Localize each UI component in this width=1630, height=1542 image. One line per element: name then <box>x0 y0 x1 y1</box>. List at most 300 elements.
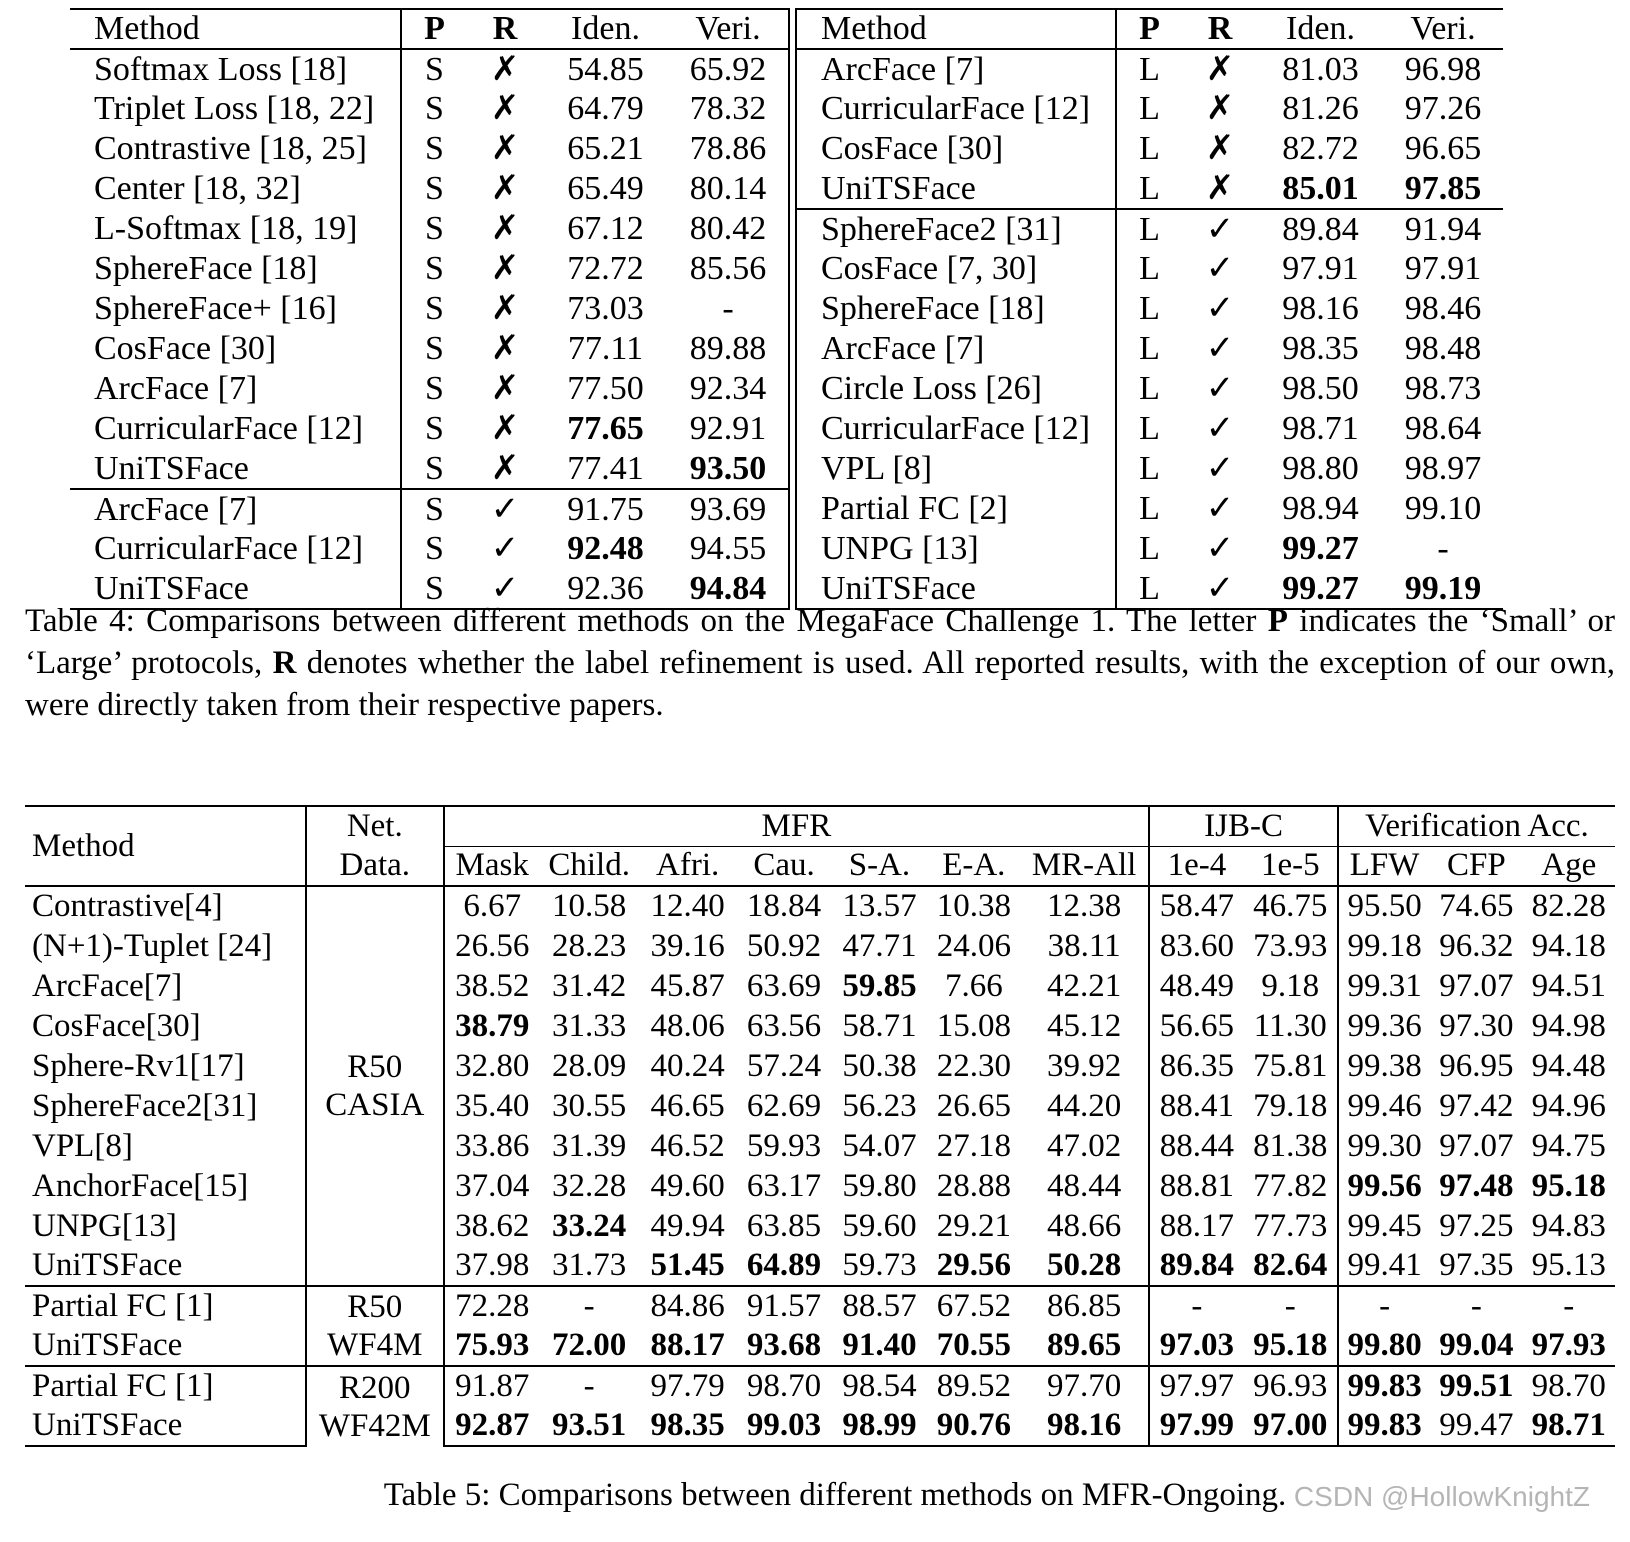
method-cell: UniTSFace <box>32 1247 183 1283</box>
lfw-value: 99.83 <box>1347 1368 1422 1404</box>
cau-cell: 62.69 <box>746 1087 822 1124</box>
identification-cell: 98.71 <box>1282 410 1359 447</box>
refinement-cell: ✓ <box>1205 250 1235 287</box>
mask-cell: 72.28 <box>444 1286 540 1326</box>
protocol-cell: L <box>1116 169 1182 209</box>
mask-cell: 91.87 <box>444 1366 540 1406</box>
cfp-cell: 96.95 <box>1439 1047 1514 1084</box>
method-cell: UniTSFace <box>94 449 249 487</box>
header-method: Method <box>32 827 135 864</box>
verification-cell: 98.48 <box>1404 330 1482 367</box>
identification-cell <box>1258 529 1383 569</box>
afri-cell <box>638 1326 736 1366</box>
cau-cell: 63.85 <box>746 1207 822 1244</box>
table-row <box>25 1286 1615 1326</box>
ea-cell: 89.52 <box>928 1366 1020 1406</box>
identification-cell: 54.85 <box>567 50 644 88</box>
method-cell: CosFace [7, 30] <box>821 250 1038 287</box>
age-cell: 94.83 <box>1531 1207 1606 1244</box>
protocol-cell: L <box>1116 209 1182 249</box>
protocol-cell: S <box>401 369 467 409</box>
refinement-cell: ✗ <box>490 170 520 207</box>
sa-cell: 88.57 <box>831 1286 927 1326</box>
table-row <box>797 369 1503 409</box>
sa-cell: 50.38 <box>842 1047 917 1084</box>
verification-cell-value: 99.19 <box>1404 569 1482 607</box>
child-cell <box>540 1326 638 1366</box>
header-child: Child. <box>548 847 630 884</box>
mask-value: 75.93 <box>455 1327 530 1363</box>
identification-cell: 72.72 <box>567 250 644 287</box>
1e-4-cell: 97.97 <box>1149 1366 1243 1406</box>
sa-cell: 56.23 <box>842 1087 917 1124</box>
protocol-cell: L <box>1116 529 1182 569</box>
sa-cell: 13.57 <box>842 888 917 924</box>
refinement-cell: ✗ <box>490 130 520 167</box>
refinement-cell: ✓ <box>1205 569 1235 607</box>
caption-text: indicates the ‘Small’ or ‘Large’ protocols, <box>25 603 1615 681</box>
1e-5-cell: 46.75 <box>1253 888 1328 924</box>
1e-4-cell: 83.60 <box>1149 926 1243 966</box>
table-row <box>25 1006 1615 1046</box>
table-row <box>25 1166 1615 1206</box>
cau-cell <box>737 1326 831 1366</box>
age-cell <box>1523 1326 1615 1366</box>
age-cell: 95.13 <box>1531 1247 1606 1283</box>
1e-5-value: 97.00 <box>1253 1407 1328 1443</box>
identification-cell: 67.12 <box>567 210 644 247</box>
cfp-value: 97.48 <box>1439 1167 1514 1204</box>
sa-cell: 59.60 <box>842 1207 917 1244</box>
ea-cell: 7.66 <box>944 967 1003 1004</box>
header-sa: S-A. <box>848 847 911 884</box>
table-4-caption <box>25 600 1615 726</box>
header-1e-4: 1e-4 <box>1149 846 1243 886</box>
child-cell: 31.33 <box>552 1007 627 1044</box>
method-cell: UniTSFace <box>94 569 249 607</box>
afri-cell: 45.87 <box>650 967 725 1004</box>
verification-cell: - <box>1437 530 1449 567</box>
protocol-cell: S <box>401 569 467 609</box>
sa-cell <box>831 1406 927 1446</box>
header-ea: E-A. <box>942 847 1006 884</box>
table-row <box>70 129 788 169</box>
child-cell: 30.55 <box>552 1087 627 1124</box>
caption-text: Table 4: Comparisons between different methods on the MegaFace Challenge 1. The letter <box>25 603 1268 639</box>
refinement-cell: ✗ <box>490 290 520 327</box>
cfp-cell: 97.42 <box>1439 1087 1514 1124</box>
afri-cell <box>638 1406 736 1446</box>
identification-cell: 64.79 <box>567 90 644 127</box>
table-body <box>797 49 1503 609</box>
protocol-cell: S <box>401 129 467 169</box>
age-cell: - <box>1523 1286 1615 1326</box>
method-cell: ArcFace [7] <box>821 50 985 88</box>
child-cell: 28.09 <box>552 1047 627 1084</box>
1e-4-cell: 88.44 <box>1149 1126 1243 1166</box>
mask-cell: 38.52 <box>444 966 540 1006</box>
protocol-cell: L <box>1116 489 1182 529</box>
refinement-cell: ✓ <box>1205 450 1235 487</box>
mr-all-cell: 38.11 <box>1047 927 1121 964</box>
mask-value: 92.87 <box>455 1407 530 1443</box>
method-cell: ArcFace [7] <box>70 489 401 529</box>
method-cell: UniTSFace <box>821 569 976 607</box>
sa-value: 98.99 <box>842 1407 917 1443</box>
afri-cell: 84.86 <box>638 1286 736 1326</box>
verification-cell: 78.32 <box>689 90 767 127</box>
table-row <box>25 926 1615 966</box>
mr-all-cell: 47.02 <box>1046 1127 1122 1164</box>
table-row <box>797 289 1503 329</box>
method-cell: VPL[8] <box>32 1127 133 1164</box>
header-mr-all: MR-All <box>1031 847 1137 884</box>
cau-cell: 91.57 <box>737 1286 831 1326</box>
age-cell: 94.51 <box>1531 967 1606 1004</box>
sa-cell: 58.71 <box>842 1007 917 1044</box>
identification-cell: 91.75 <box>543 489 668 529</box>
protocol-cell: L <box>1116 49 1182 89</box>
method-cell: Contrastive[4] <box>32 888 223 924</box>
verification-cell: 98.97 <box>1404 450 1482 487</box>
age-cell <box>1523 1166 1615 1206</box>
method-cell: Contrastive [18, 25] <box>94 130 367 167</box>
protocol-cell: S <box>401 169 467 209</box>
verification-cell <box>1383 169 1503 209</box>
method-cell: UniTSFace <box>25 1406 306 1446</box>
refinement-cell: ✗ <box>1205 50 1235 88</box>
table-row <box>25 1046 1615 1086</box>
method-cell: CurricularFace [12] <box>821 410 1091 447</box>
mask-cell: 32.80 <box>444 1046 540 1086</box>
lfw-cell: 99.30 <box>1338 1126 1430 1166</box>
identification-cell: 92.36 <box>567 569 644 607</box>
verification-cell: 96.98 <box>1404 50 1482 88</box>
verification-cell: 94.55 <box>689 530 767 567</box>
table-5 <box>25 805 1615 1447</box>
ea-cell <box>928 1246 1020 1286</box>
method-cell: Circle Loss [26] <box>821 370 1042 407</box>
verification-cell-value: 93.50 <box>689 449 767 487</box>
identification-cell-value: 92.48 <box>567 530 644 567</box>
identification-cell <box>1258 169 1383 209</box>
afri-cell: 40.24 <box>650 1047 725 1084</box>
verification-cell: 98.64 <box>1404 410 1482 447</box>
header-method: Method <box>821 10 927 47</box>
refinement-cell: ✓ <box>467 489 543 529</box>
table-header-row <box>25 806 1615 846</box>
header-verification: Veri. <box>1410 10 1476 47</box>
caption-p-letter: P <box>1267 603 1288 639</box>
identification-cell: 98.80 <box>1282 450 1359 487</box>
protocol-cell: L <box>1116 449 1182 489</box>
identification-cell: 89.84 <box>1258 209 1383 249</box>
identification-cell: 65.49 <box>567 170 644 207</box>
1e-5-cell <box>1244 1406 1338 1446</box>
mask-value: 38.79 <box>455 1007 530 1044</box>
cfp-cell: 97.25 <box>1439 1207 1514 1244</box>
header-protocol: P <box>1116 9 1182 49</box>
identification-cell-value: 99.27 <box>1282 530 1359 567</box>
afri-cell: 39.16 <box>650 927 725 964</box>
protocol-cell: S <box>401 89 467 129</box>
mask-cell: 26.56 <box>444 926 540 966</box>
net-data-cell <box>306 1366 443 1446</box>
lfw-cell: 99.38 <box>1338 1046 1430 1086</box>
identification-cell: 98.94 <box>1282 490 1359 527</box>
ea-cell: 10.38 <box>936 888 1011 924</box>
table-row <box>797 489 1503 529</box>
protocol-cell: L <box>1116 129 1182 169</box>
method-cell: VPL [8] <box>821 450 933 487</box>
method-cell: ArcFace [7] <box>94 370 258 407</box>
1e-5-cell <box>1244 1326 1338 1366</box>
identification-cell: 73.03 <box>567 290 644 327</box>
age-value: 98.71 <box>1531 1407 1606 1443</box>
afri-cell: 46.65 <box>650 1087 725 1124</box>
1e-5-cell <box>1244 1246 1338 1286</box>
dataset-label: CASIA <box>325 1087 425 1123</box>
header-data: Data. <box>306 846 443 886</box>
refinement-cell: ✗ <box>490 210 520 247</box>
header-verification: Veri. <box>695 10 761 47</box>
identification-cell: 81.03 <box>1282 50 1359 88</box>
mask-cell <box>444 1326 540 1366</box>
sa-cell: 98.54 <box>831 1366 927 1406</box>
table-row <box>25 1206 1615 1246</box>
protocol-cell: S <box>401 49 467 89</box>
protocol-cell: S <box>401 449 467 489</box>
verification-cell: 91.94 <box>1383 209 1503 249</box>
identification-cell: 98.16 <box>1282 290 1359 327</box>
identification-cell <box>543 409 668 449</box>
1e-4-value: 97.03 <box>1159 1327 1235 1363</box>
table-row <box>70 369 788 409</box>
refinement-cell: ✗ <box>1205 130 1235 167</box>
lfw-cell: 99.36 <box>1338 1006 1430 1046</box>
afri-value: 88.17 <box>650 1327 725 1363</box>
column-divider <box>788 8 790 610</box>
1e-4-cell: 48.49 <box>1149 966 1243 1006</box>
refinement-cell: ✓ <box>1205 290 1235 327</box>
1e-5-cell: 75.81 <box>1253 1047 1328 1084</box>
child-cell: 32.28 <box>552 1167 627 1204</box>
refinement-cell: ✗ <box>490 90 520 127</box>
refinement-cell: ✓ <box>1205 330 1235 367</box>
afri-cell: 12.40 <box>650 888 725 924</box>
method-cell: CosFace [30] <box>821 130 1004 167</box>
method-cell: SphereFace [18] <box>94 250 318 287</box>
1e-5-value: 82.64 <box>1253 1247 1328 1283</box>
mask-cell: 6.67 <box>444 886 540 926</box>
refinement-cell: ✗ <box>490 370 520 407</box>
cfp-cell: 99.47 <box>1430 1406 1522 1446</box>
table-row <box>25 1406 1615 1446</box>
header-method: Method <box>94 10 200 47</box>
sa-value: 91.40 <box>842 1327 917 1363</box>
1e-4-value: 97.99 <box>1159 1407 1235 1443</box>
table-row <box>70 529 788 569</box>
age-cell: 94.96 <box>1531 1087 1606 1124</box>
table-row <box>25 966 1615 1006</box>
refinement-cell: ✗ <box>1205 169 1235 207</box>
table-row <box>25 1326 1615 1366</box>
child-value: 72.00 <box>552 1327 627 1363</box>
ea-cell: 26.65 <box>936 1087 1011 1124</box>
header-mask: Mask <box>444 846 540 886</box>
cau-cell: 59.93 <box>746 1127 822 1164</box>
table-4-right-half <box>797 8 1503 610</box>
afri-cell: 49.60 <box>650 1167 725 1204</box>
protocol-cell: S <box>401 529 467 569</box>
header-net: Net. <box>306 806 443 846</box>
mr-all-cell <box>1020 1326 1149 1366</box>
table-4-left-half <box>70 8 788 610</box>
cfp-cell: 96.32 <box>1439 927 1514 964</box>
child-cell: 31.73 <box>552 1247 627 1283</box>
table-body <box>70 49 788 609</box>
table-row <box>797 449 1503 489</box>
verification-cell: 80.42 <box>689 210 767 247</box>
mr-all-value: 98.16 <box>1046 1407 1122 1443</box>
net-data-cell <box>306 886 443 1286</box>
identification-cell-value: 99.27 <box>1282 569 1359 607</box>
header-protocol: P <box>401 9 467 49</box>
afri-cell: 46.52 <box>650 1127 725 1164</box>
dataset-label: WF4M <box>327 1327 423 1363</box>
1e-4-cell <box>1149 1246 1243 1286</box>
method-cell: (N+1)-Tuplet [24] <box>32 927 273 964</box>
lfw-value: 99.80 <box>1347 1327 1422 1363</box>
method-cell: SphereFace2[31] <box>32 1087 258 1124</box>
1e-5-cell: 81.38 <box>1253 1127 1328 1164</box>
table-4 <box>70 8 1566 608</box>
sa-cell <box>831 1326 927 1366</box>
verification-cell: 92.91 <box>689 410 767 447</box>
refinement-cell: ✗ <box>490 250 520 287</box>
refinement-cell: ✗ <box>1205 90 1235 127</box>
verification-cell: 98.46 <box>1404 290 1482 327</box>
child-cell: 10.58 <box>552 888 627 924</box>
refinement-cell: ✗ <box>490 449 520 487</box>
header-cfp: CFP <box>1447 847 1506 884</box>
protocol-cell: S <box>401 329 467 369</box>
table-row <box>797 209 1503 249</box>
1e-4-cell: - <box>1149 1286 1243 1326</box>
ea-cell: 22.30 <box>936 1047 1011 1084</box>
afri-cell: 97.79 <box>638 1366 736 1406</box>
caption-text: denotes whether the label refinement is used. All reported results, with the exception of our own, were directly taken from their respective papers. <box>25 645 1615 723</box>
1e-4-cell: 88.17 <box>1149 1206 1243 1246</box>
verification-cell: 99.10 <box>1404 490 1482 527</box>
protocol-cell: S <box>401 489 467 529</box>
mr-all-cell: 42.21 <box>1046 967 1122 1004</box>
refinement-cell: ✓ <box>1205 530 1235 567</box>
protocol-cell: L <box>1116 289 1182 329</box>
lfw-cell: 99.46 <box>1338 1086 1430 1126</box>
table-row <box>25 1366 1615 1406</box>
ea-cell: 24.06 <box>936 927 1011 964</box>
1e-4-cell: 86.35 <box>1149 1046 1243 1086</box>
lfw-value: 99.83 <box>1347 1407 1422 1443</box>
sa-cell <box>831 966 927 1006</box>
identification-cell: 65.21 <box>567 130 644 167</box>
sa-cell: 59.73 <box>842 1247 917 1283</box>
child-cell: 28.23 <box>552 927 627 964</box>
child-cell: - <box>540 1286 638 1326</box>
mr-all-cell <box>1020 1406 1149 1446</box>
cfp-cell: 97.07 <box>1439 967 1514 1004</box>
cau-cell: 18.84 <box>746 888 822 924</box>
method-cell: SphereFace2 [31] <box>797 209 1116 249</box>
network-label: R200 <box>339 1369 411 1406</box>
afri-cell: 48.06 <box>650 1007 725 1044</box>
cau-cell: 63.17 <box>746 1167 822 1204</box>
dataset-label: WF42M <box>318 1407 431 1444</box>
1e-5-cell: - <box>1244 1286 1338 1326</box>
cfp-cell <box>1430 1366 1522 1406</box>
header-identification: Iden. <box>1286 10 1355 47</box>
identification-cell: 97.91 <box>1282 250 1359 287</box>
child-value: 33.24 <box>552 1207 627 1244</box>
lfw-cell: 99.45 <box>1338 1206 1430 1246</box>
table-row <box>797 169 1503 209</box>
mr-all-value: 50.28 <box>1046 1247 1122 1283</box>
mr-all-cell: 48.66 <box>1046 1207 1122 1244</box>
cfp-cell: 97.30 <box>1439 1007 1514 1044</box>
mr-all-value: 89.65 <box>1046 1327 1122 1363</box>
ea-cell <box>928 1326 1020 1366</box>
table-row <box>70 289 788 329</box>
table-row <box>70 169 788 209</box>
method-cell: ArcFace [7] <box>821 330 985 367</box>
lfw-cell <box>1338 1406 1430 1446</box>
method-cell: SphereFace+ [16] <box>94 290 337 327</box>
header-ijbc: IJB-C <box>1149 806 1338 846</box>
mr-all-cell: 39.92 <box>1046 1047 1122 1084</box>
table-row <box>797 409 1503 449</box>
cau-value: 93.68 <box>746 1327 822 1363</box>
verification-cell: 96.65 <box>1404 130 1482 167</box>
net-data-cell <box>306 1286 443 1366</box>
age-value: 97.93 <box>1531 1327 1606 1363</box>
table-row <box>70 409 788 449</box>
age-cell: 94.48 <box>1531 1047 1606 1084</box>
verification-cell: 93.69 <box>668 489 788 529</box>
caption-r-letter: R <box>272 645 297 681</box>
sa-cell: 59.80 <box>842 1167 917 1204</box>
cfp-value: 99.51 <box>1439 1368 1514 1404</box>
age-cell <box>1523 1406 1615 1446</box>
1e-5-cell: 77.82 <box>1253 1167 1328 1204</box>
table-row <box>797 329 1503 369</box>
table-row <box>797 49 1503 89</box>
table-header-row <box>70 9 788 49</box>
method-cell: Partial FC [2] <box>821 490 1008 527</box>
age-value: 95.18 <box>1531 1167 1606 1204</box>
mask-cell <box>444 1406 540 1446</box>
table-row <box>70 489 788 529</box>
table-row <box>25 1246 1615 1286</box>
refinement-cell: ✓ <box>1205 490 1235 527</box>
lfw-cell: 95.50 <box>1338 886 1430 926</box>
cfp-cell <box>1430 1166 1522 1206</box>
lfw-cell: 99.18 <box>1338 926 1430 966</box>
verification-cell: - <box>722 290 734 327</box>
cfp-cell: 97.07 <box>1439 1127 1514 1164</box>
1e-5-cell: 77.73 <box>1253 1207 1328 1244</box>
identification-cell: 98.50 <box>1282 370 1359 407</box>
